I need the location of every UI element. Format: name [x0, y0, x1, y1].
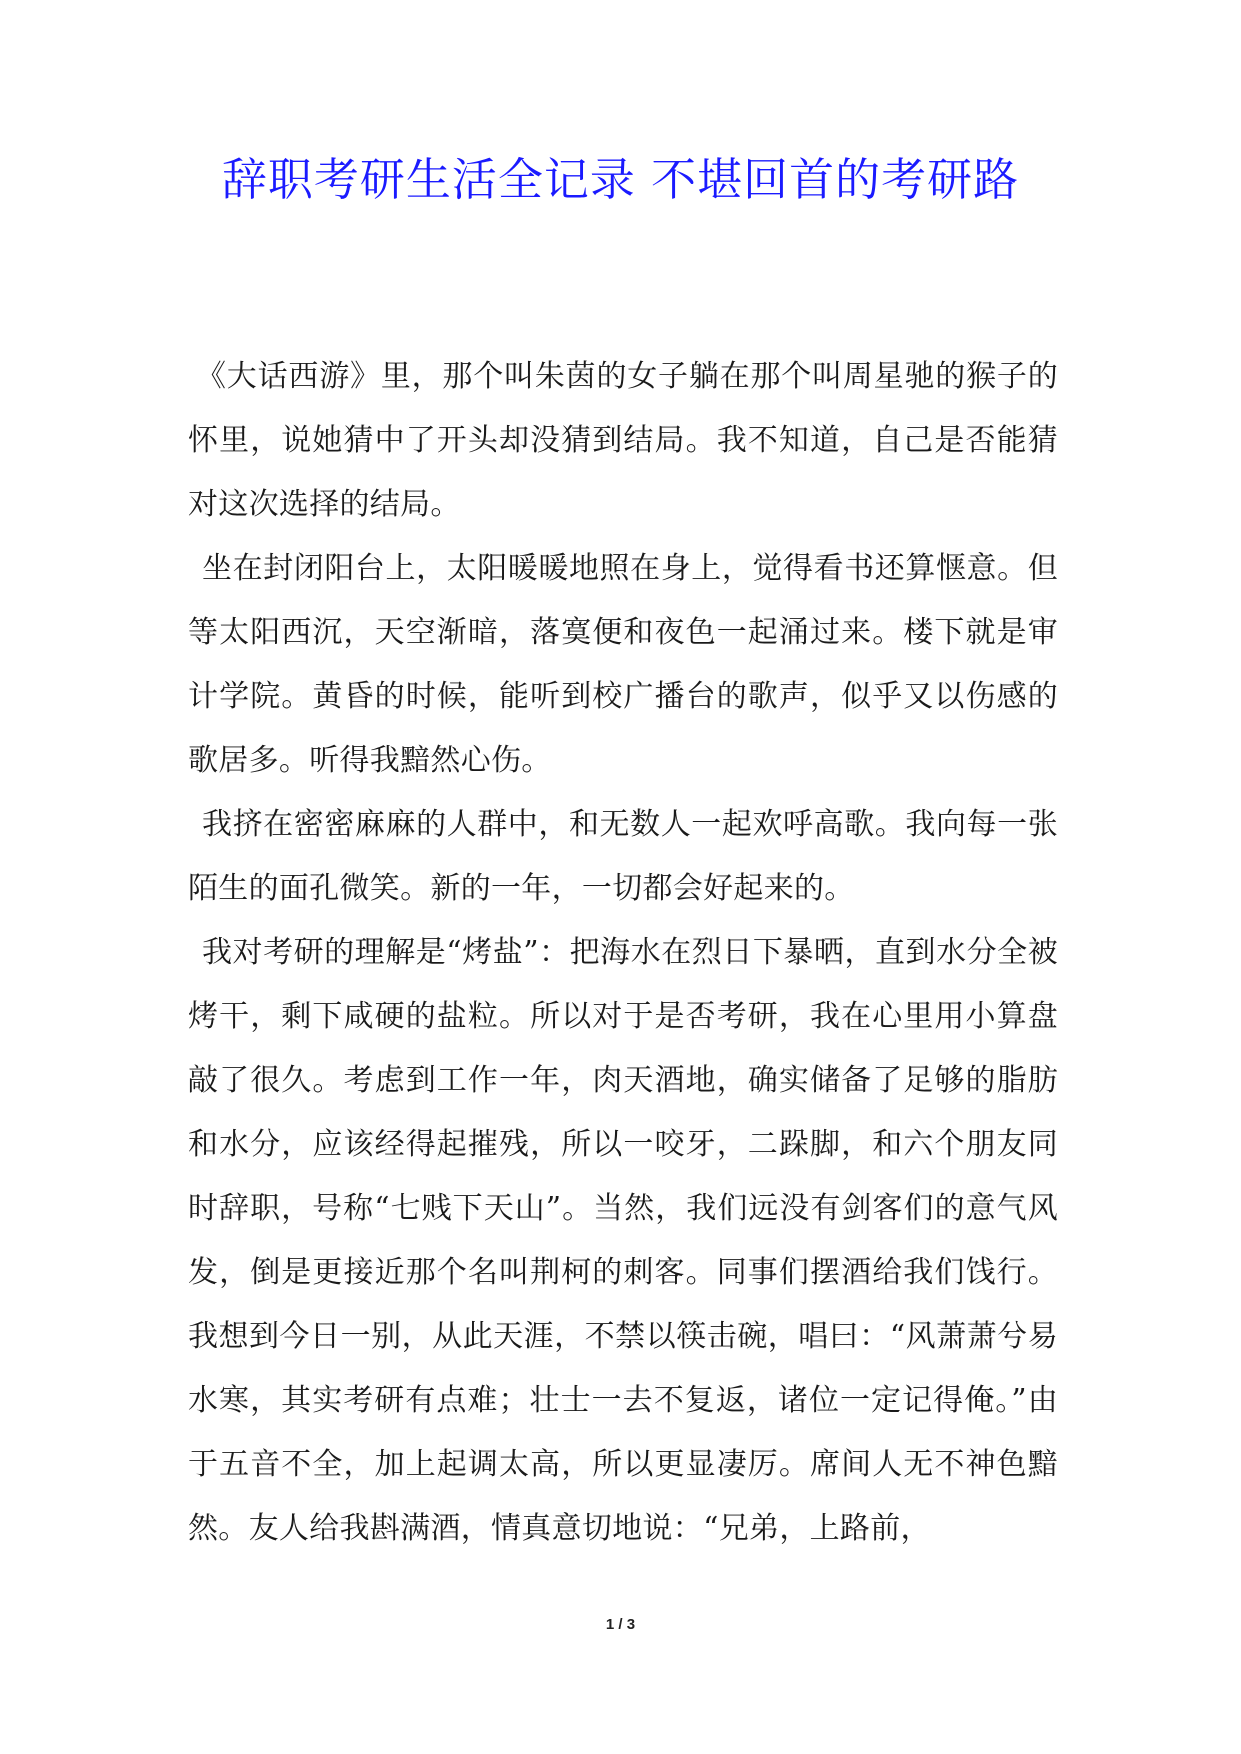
paragraph: 坐在封闭阳台上，太阳暖暖地照在身上，觉得看书还算惬意。但等太阳西沉，天空渐暗，落寞便和夜色一起涌过来。楼下就是审计学院。黄昏的时候，能听到校广播台的歌声，似乎又以伤感的歌居多。听得我黯然心伤。 — [188, 551, 1058, 778]
paragraph: 我挤在密密麻麻的人群中，和无数人一起欢呼高歌。我向每一张陌生的面孔微笑。新的一年，一切都会好起来的。 — [188, 807, 1058, 906]
page-number: 1 / 3 — [605, 1616, 636, 1633]
paragraph: 我对考研的理解是“烤盐”：把海水在烈日下暴晒，直到水分全被烤干，剩下咸硬的盐粒。所以对于是否考研，我在心里用小算盘敲了很久。考虑到工作一年，肉天酒地，确实储备了足够的脂肪和水分，应该经得起摧残，所以一咬牙，二跺脚，和六个朋友同时辞职，号称“七贱下天山”。当然，我们远没有剑客们的意气风发，倒是更接近那个名叫荆柯的刺客。同事们摆酒给我们饯行。我想到今日一别，从此天涯，不禁以筷击碗，唱曰：“风萧萧兮易水寒，其实考研有点难；壮士一去不复返，诸位一定记得俺。”由于五音不全，加上起调太高，所以更显凄厉。席间人无不神色黯然。友人给我斟满酒，情真意切地说：“兄弟，上路前， — [188, 935, 1058, 1546]
document-body — [188, 345, 1058, 1561]
paragraph: 《大话西游》里，那个叫朱茵的女子躺在那个叫周星驰的猴子的怀里，说她猜中了开头却没猜到结局。我不知道，自己是否能猜对这次选择的结局。 — [188, 359, 1058, 522]
document-title: 辞职考研生活全记录 不堪回首的考研路 — [221, 153, 1020, 206]
